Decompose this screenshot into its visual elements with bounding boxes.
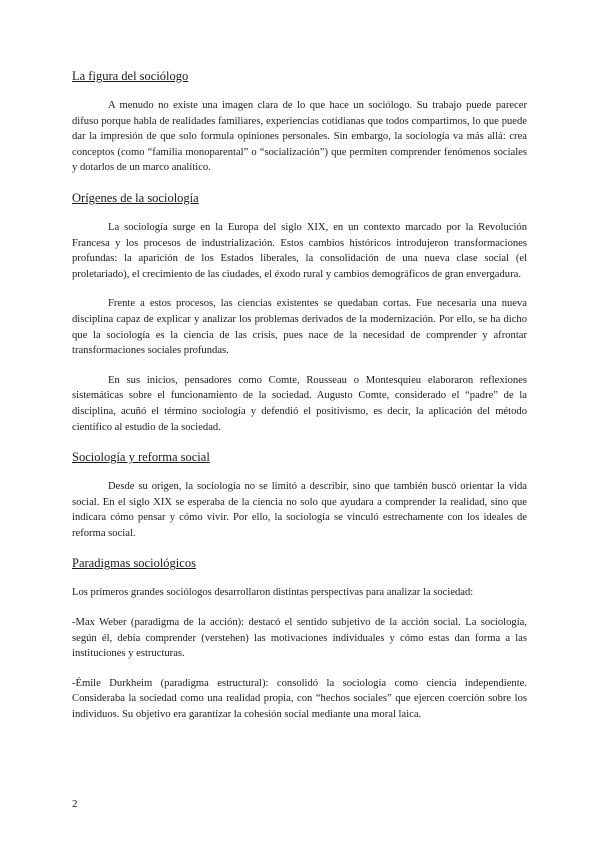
paragraph: Frente a estos procesos, las ciencias existentes se quedaban cortas. Fue necesaria una nueva disciplina capaz de explicar y analizar los problemas derivados de la modernización. Por ello, se ha dicho que la sociología es la ciencia de las crisis, pues nace de la necesidad de comprender y afrontar transformaciones sociales profundas. xyxy=(72,298,527,357)
paragraph: A menudo no existe una imagen clara de lo que hace un sociólogo. Su trabajo puede parecer difuso porque habla de realidades familiares, experiencias cotidianas que todos compartimos, lo que puede dar la impresión de que solo formula opiniones personales. Sin embargo, la sociología va más allá: crea conceptos (como “familia monoparental” o “socialización”) que permiten comprender fenómenos sociales y dotarlos de un marco analítico. xyxy=(72,100,527,174)
section-origenes xyxy=(72,190,527,435)
section-heading: Sociología y reforma social xyxy=(72,450,210,465)
paragraph: Desde su origen, la sociología no se limitó a describir, sino que también buscó orientar la vida social. En el siglo XIX se esperaba de la ciencia no solo que ayudara a comprender la realidad, sino que indicara cómo pensar y cómo vivir. Por ello, la sociología se vinculó estrechamente con los ideales de reforma social. xyxy=(72,481,527,539)
section-paradigmas xyxy=(72,555,527,722)
section-heading: Orígenes de la sociología xyxy=(72,190,199,205)
paragraph: La sociología surge en la Europa del siglo XIX, en un contexto marcado por la Revolución Francesa y los procesos de industrialización. Estos cambios históricos introdujeron transformaciones profundas: la aparición de los Estados liberales, la consolidación de una nueva clase social (el proletariado), el crecimiento de las ciudades, el éxodo rural y cambios demográficos de gran envergadura. xyxy=(72,221,527,280)
paragraph: En sus inicios, pensadores como Comte, Rousseau o Montesquieu elaboraron reflexiones sistemáticas sobre el funcionamiento de la sociedad. Augusto Comte, considerado el “padre” de la disciplina, acuñó el término sociología y defendió el positivismo, es decir, la aplicación del método científico al estudio de la sociedad. xyxy=(72,374,527,433)
section-reforma xyxy=(72,449,527,541)
page-number: 2 xyxy=(72,798,78,810)
paragraph: Los primeros grandes sociólogos desarrollaron distintas perspectivas para analizar la sociedad: xyxy=(72,587,474,599)
document-page xyxy=(72,68,527,737)
section-heading: La figura del sociólogo xyxy=(72,69,189,83)
section-heading: Paradigmas sociológicos xyxy=(72,556,196,571)
paragraph: -Max Weber (paradigma de la acción): destacó el sentido subjetivo de la acción social. La sociología, según él, debía comprender (verstehen) las motivaciones individuales y cómo estas dan forma a las instituciones y estructuras. xyxy=(72,617,527,660)
paragraph: -Émile Durkheim (paradigma estructural): consolidó la sociología como ciencia independiente. Consideraba la sociedad como una realidad propia, con “hechos sociales” que ejercen coerción sobre los individuos. Su objetivo era garantizar la cohesión social mediante una moral laica. xyxy=(72,677,527,721)
section-figura xyxy=(72,68,527,176)
